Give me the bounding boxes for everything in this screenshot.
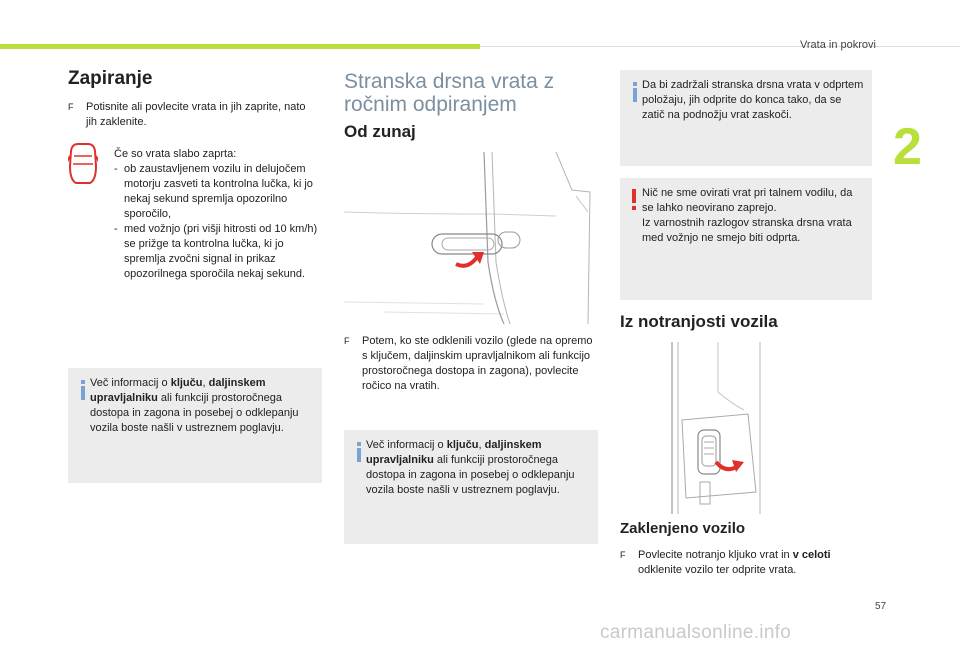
closing-title: Zapiranje — [68, 68, 153, 89]
outside-instruction — [344, 334, 600, 394]
pull-arrow — [456, 256, 478, 266]
watermark: carmanualsonline.info — [600, 622, 792, 643]
info-box-middle-text: Več informacij o ključu, daljinskem upravljalniku ali funkciji prostoročnega dostopa in zagona in posebej o odklepanju vozila boste našli v ustreznem poglavju. — [366, 439, 575, 496]
info-icon — [354, 442, 364, 462]
page-number: 57 — [875, 601, 887, 612]
bullet-marker: F — [68, 102, 74, 112]
chapter-accent-bar — [0, 44, 480, 49]
warning-icon — [631, 189, 637, 211]
info-icon — [78, 380, 88, 400]
outside-subtitle: Od zunaj — [344, 122, 416, 141]
header-rule — [480, 46, 960, 47]
warning-box-right-text: Nič ne sme ovirati vrat pri talnem vodilu, da se lahko neovirano zaprejo. Iz varnostnih razlogov stranska drsna vrata med vožnjo ne smejo biti odprta. — [642, 187, 853, 244]
info-box-left-text: Več informacij o ključu, daljinskem upravljalniku ali funkciji prostoročnega dostopa in zagona in posebej o odklepanju vozila boste našli v ustreznem poglavju. — [90, 377, 299, 434]
info-box-right-text: Da bi zadržali stranska drsna vrata v odprtem položaju, jih odprite do konca tako, da se zatič na podnožju vrat zaskoči. — [642, 79, 864, 121]
warning-box-right — [620, 178, 872, 300]
info-box-left — [68, 368, 322, 483]
door-open-warning-icon — [68, 142, 98, 186]
locked-instruction — [620, 548, 860, 578]
warning-intro: Če so vrata slabo zaprta: — [114, 148, 237, 160]
closing-instruction-text: Potisnite ali povlecite vrata in jih zaprite, nato jih zaklenite. — [86, 101, 306, 128]
outside-instruction-text: Potem, ko ste odklenili vozilo (glede na opremo s ključem, daljinskim upravljalnikom ali funkcijo prostoročnega dostopa in zagona), povlecite ročico na vratih. — [362, 335, 593, 392]
locked-instruction-text: Povlecite notranjo kljuko vrat in v celoti odklenite vozilo ter odprite vrata. — [638, 549, 831, 576]
bullet-marker: F — [344, 336, 350, 346]
bullet-marker: F — [620, 550, 626, 560]
closing-instruction — [68, 100, 318, 130]
info-box-middle — [344, 430, 598, 544]
chapter-number: 2 — [893, 118, 922, 176]
section-title: Vrata in pokrovi — [799, 39, 876, 51]
inside-subtitle: Iz notranjosti vozila — [620, 312, 778, 331]
info-icon — [630, 82, 640, 102]
inside-handle-illustration — [620, 342, 872, 514]
outside-handle-illustration — [344, 152, 598, 324]
warning-item: - med vožnjo (pri višji hitrosti od 10 km/h) se prižge ta kontrolna lučka, ki jo spremlja zvočni signal in prikaz opozorilnega sporočila nekaj sekund. — [114, 223, 318, 280]
sliding-door-title: Stranska drsna vrata z ročnim odpiranjem — [344, 70, 555, 116]
warning-item: - ob zaustavljenem vozilu in delujočem motorju zasveti ta kontrolna lučka, ki jo nekaj sekund spremlja opozorilno sporočilo, — [114, 163, 313, 220]
info-box-right — [620, 70, 872, 166]
locked-vehicle-title: Zaklenjeno vozilo — [620, 520, 746, 537]
